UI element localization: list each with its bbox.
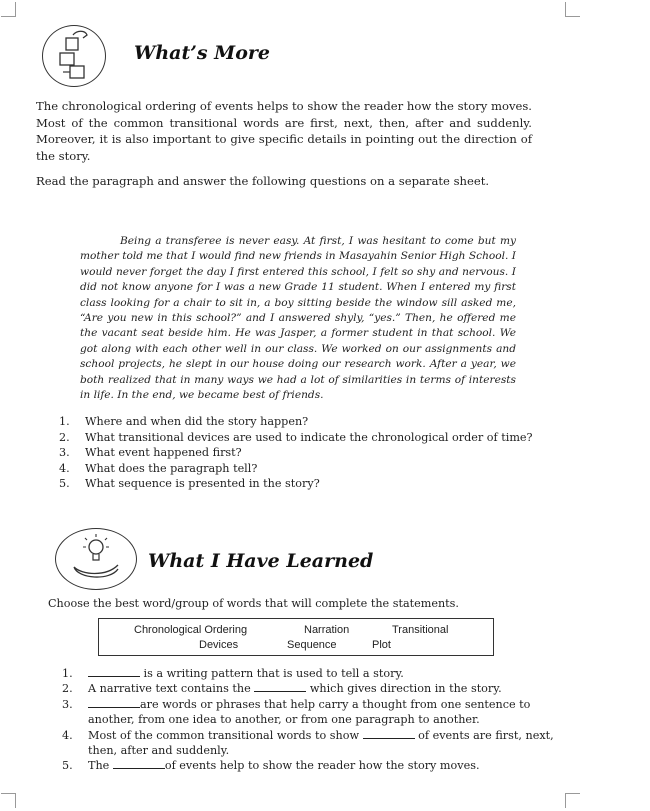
list-item: 3. are words or phrases that help carry a thought from one sentence to another, from one idea to another, or from one paragraph to another. [62,697,531,727]
word-option: Sequence [287,639,337,651]
list-item: 4. What does the paragraph tell? [59,461,258,475]
reading-instruction: Read the paragraph and answer the following questions on a separate sheet. [36,174,490,188]
answer-blank[interactable] [88,697,140,708]
list-item: 3. What event happened first? [59,446,242,459]
answer-blank[interactable] [254,681,306,692]
what-i-have-learned-heading: What I Have Learned [148,550,374,572]
list-item: 4. Most of the common transitional words to show of events are first, next, then, after and suddenly. [62,728,554,758]
learned-instruction: Choose the best word/group of words that will complete the statements. [48,597,459,610]
answer-blank[interactable] [113,758,165,769]
crop-mark-bottom-left [1,793,16,808]
story-paragraph: Being a transferee is never easy. At first, I was hesitant to come but my mother told me that I would find new friends in Masayahin Senior High School. I would never forget the day I first entered this school, I felt so shy and nervous. I did not know anyone for I was a new Grade 11 student. When I entered my first class looking for a chair to sit in, a boy sitting beside the window sill asked me, “Are you new in this school?” and I answered shyly, “yes.” Then, he offered me the vacant seat beside him. He was Jasper, a former student in that school. We got along with each other well in our class. We worked on our assignments and school projects, he slept in our house doing our research work. After a year, we both realized that in many ways we had a lot of similarities in terms of interests in life. In the end, we became best of friends. [80,235,516,402]
word-bank-box [98,618,494,656]
word-option: Narration [304,624,350,636]
answer-blank[interactable] [363,728,415,739]
crop-mark-top-left [1,2,16,17]
lightbulb-hand-icon [55,528,137,590]
crop-mark-bottom-right [565,793,580,808]
crop-mark-top-right [565,2,580,17]
list-item: 2. A narrative text contains the which gives direction in the story. [62,682,502,696]
word-option: Plot [372,639,391,651]
blocks-hand-icon [42,25,106,87]
word-option: Devices [199,639,239,651]
list-item: 5. What sequence is presented in the story? [59,477,320,490]
whats-more-heading: What’s More [134,42,270,64]
word-option: Chronological Ordering [134,624,248,636]
intro-paragraph: The chronological ordering of events helps to show the reader how the story moves. Most of the common transitional words are first, next, then, after and suddenly. Moreover, it is also important to give specific details in pointing out the direction of the story. [36,99,532,163]
answer-blank[interactable] [88,666,140,677]
word-option: Transitional [392,624,449,636]
statements-list [62,666,562,774]
list-item: 2. What transitional devices are used to indicate the chronological order of time? [59,430,533,444]
list-item: 5. The of events help to show the reader how the story moves. [62,759,480,773]
list-item: 1. Where and when did the story happen? [59,415,309,428]
questions-list [55,414,533,492]
list-item: 1. is a writing pattern that is used to tell a story. [62,667,404,680]
